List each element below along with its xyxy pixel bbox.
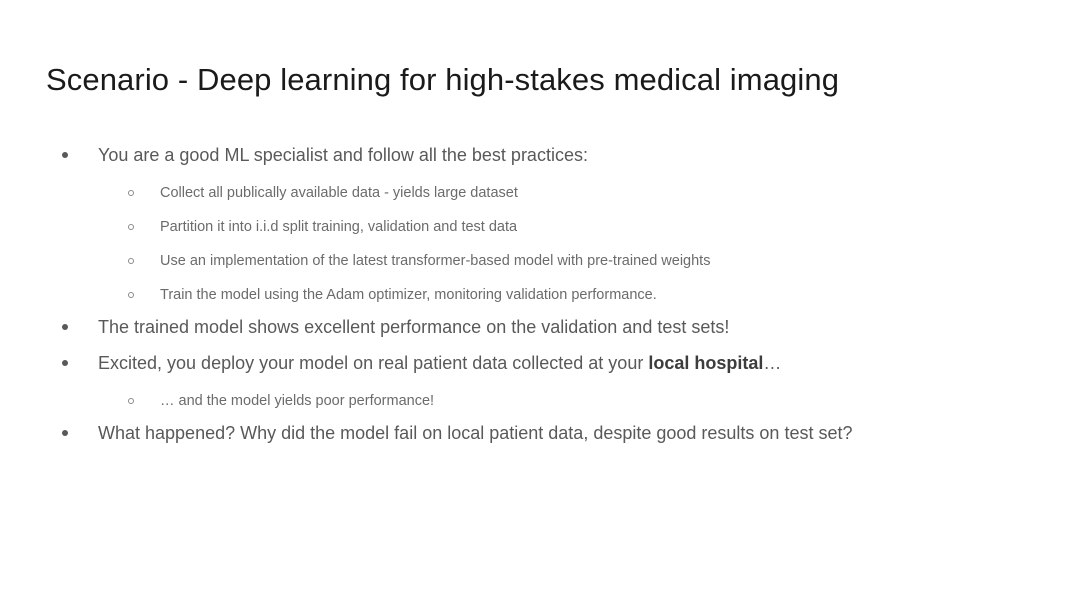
slide-title: Scenario - Deep learning for high-stakes medical imaging [46, 62, 840, 97]
bullet-circle-icon [128, 258, 134, 264]
bullet-circle-icon [128, 398, 134, 404]
sub-bullet-3-1-text: … and the model yields poor performance! [160, 393, 435, 409]
bullet-item-2 [46, 312, 1036, 342]
bullet-item-4 [46, 418, 1036, 448]
bullet-dot-icon [62, 430, 68, 436]
slide-body [46, 140, 1036, 454]
sub-bullet-item-1-3 [98, 250, 1036, 272]
bullet-circle-icon [128, 292, 134, 298]
bullet-dot-icon [62, 360, 68, 366]
bullet-item-1 [46, 140, 1036, 306]
sub-bullet-1-4-text: Train the model using the Adam optimizer, monitoring validation performance. [160, 287, 657, 303]
bullet-3-text-strong: local hospital [648, 353, 764, 373]
bullet-3-text-pre: Excited, you deploy your model on real patient data collected at your [98, 353, 649, 373]
sub-bullet-item-1-1 [98, 182, 1036, 204]
sub-bullet-1-3-text: Use an implementation of the latest transformer-based model with pre-trained weights [160, 253, 711, 269]
bullet-3-text-post: … [763, 353, 782, 373]
bullet-item-3 [46, 348, 1036, 412]
sub-bullet-list-3 [98, 390, 1036, 412]
bullet-4-text: What happened? Why did the model fail on local patient data, despite good results on test set? [98, 423, 853, 443]
sub-bullet-1-1-text: Collect all publically available data - yields large dataset [160, 185, 518, 201]
bullet-2-text: The trained model shows excellent performance on the validation and test sets! [98, 317, 730, 337]
bullet-circle-icon [128, 190, 134, 196]
sub-bullet-item-1-2 [98, 216, 1036, 238]
bullet-circle-icon [128, 224, 134, 230]
sub-bullet-1-2-text: Partition it into i.i.d split training, validation and test data [160, 219, 518, 235]
sub-bullet-list-1 [98, 182, 1036, 306]
bullet-dot-icon [62, 324, 68, 330]
sub-bullet-item-3-1 [98, 390, 1036, 412]
sub-bullet-item-1-4 [98, 284, 1036, 306]
bullet-dot-icon [62, 152, 68, 158]
bullet-list [46, 140, 1036, 448]
bullet-1-text: You are a good ML specialist and follow all the best practices: [98, 145, 588, 165]
